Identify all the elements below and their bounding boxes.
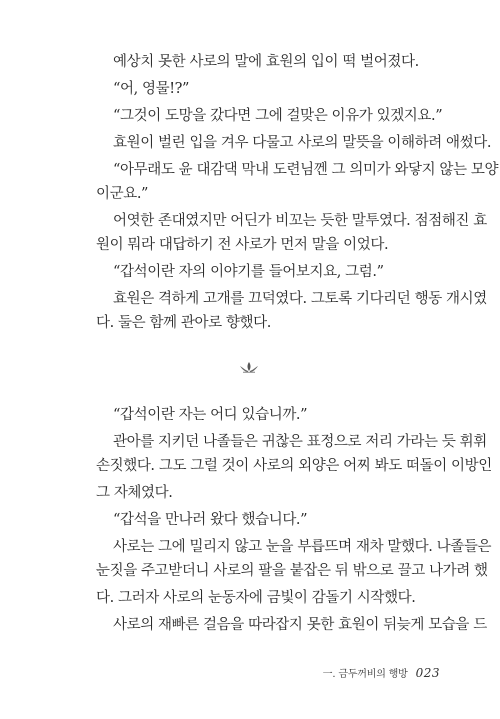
chapter-title: 一. 금두꺼비의 행방: [322, 669, 408, 680]
lotus-ornament-icon: [239, 361, 259, 373]
text-line: 눈짓을 주고받더니 사로의 팔을 붙잡은 뒤 밖으로 끌고 나가려 했: [96, 563, 488, 579]
text-line: 효원이 벌린 입을 겨우 다물고 사로의 말뜻을 이해하려 애썼다.: [113, 135, 492, 151]
text-line: “갑석이란 자의 이야기를 들어보지요, 그럼.”: [113, 264, 384, 280]
text-line: 다. 그러자 사로의 눈동자에 금빛이 감돌기 시작했다.: [96, 590, 416, 606]
text-line: 이군요.”: [96, 186, 149, 202]
text-line: 사로의 재빠른 걸음을 따라잡지 못한 효원이 뒤늦게 모습을 드: [113, 617, 487, 633]
text-line: 효원은 격하게 고개를 끄덕였다. 그토록 기다리던 행동 개시였: [113, 291, 487, 307]
text-line: 원이 뭐라 대답하기 전 사로가 먼저 말을 이었다.: [96, 237, 389, 253]
text-line: “어, 영물!?”: [113, 81, 190, 97]
text-line: 다. 둘은 함께 관아로 향했다.: [96, 315, 271, 331]
text-line: 관아를 지키던 나졸들은 귀찮은 표정으로 저리 가라는 듯 휘휘: [113, 434, 487, 450]
text-line: “그것이 도망을 갔다면 그에 걸맞은 이유가 있겠지요.”: [113, 108, 443, 124]
text-line: “갑석을 만나러 왔다 했습니다.”: [113, 512, 308, 528]
text-line: “아무래도 윤 대감댁 막내 도련님껜 그 의미가 와닿지 않는 모양: [113, 162, 499, 178]
page-footer: [323, 666, 440, 682]
text-line: 손짓했다. 그도 그럴 것이 사로의 외양은 어찌 봐도 떠돌이 이방인: [96, 458, 492, 474]
text-line: 어엿한 존대였지만 어딘가 비꼬는 듯한 말투였다. 점점해진 효: [113, 213, 487, 229]
text-line: “갑석이란 자는 어디 있습니까.”: [113, 407, 308, 423]
page-number: 023: [415, 666, 440, 680]
text-line: 그 자체였다.: [96, 485, 173, 501]
text-line: 사로는 그에 밀리지 않고 눈을 부릅뜨며 재차 말했다. 나졸들은: [113, 539, 492, 555]
text-line: 예상치 못한 사로의 말에 효원의 입이 떡 벌어졌다.: [113, 54, 419, 70]
